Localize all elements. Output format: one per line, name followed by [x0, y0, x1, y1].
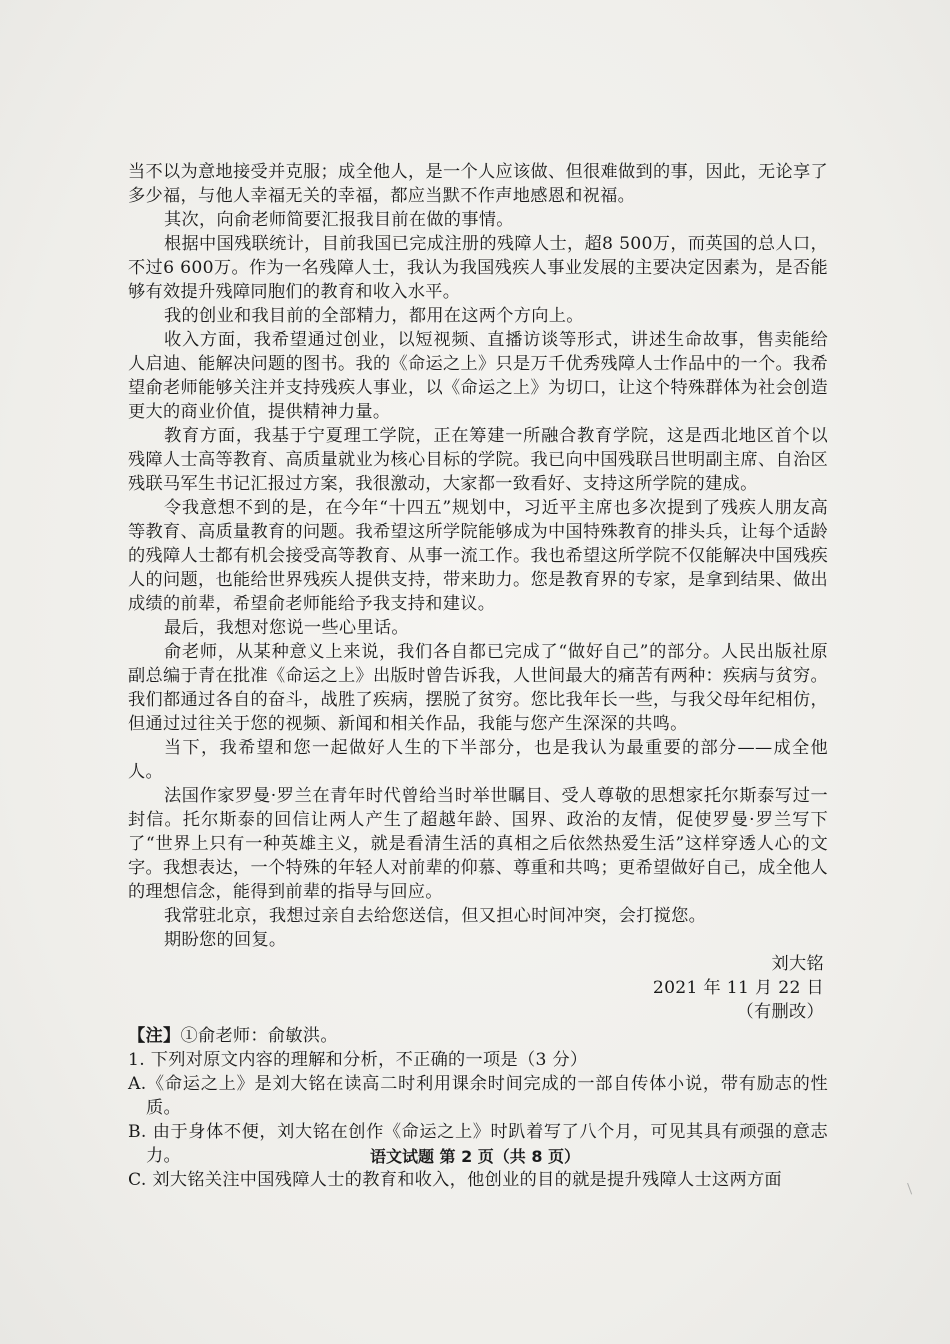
- paragraph: 令我意想不到的是，在今年“十四五”规划中，习近平主席也多次提到了残疾人朋友高等教育、高质量教育的问题。我希望这所学院能够成为中国特殊教育的排头兵，让每个适龄的残障人士都有机会接受高等教育、从事一流工作。我也希望这所学院不仅能解决中国残疾人的问题，也能给世界残疾人提供支持，带来助力。您是教育界的专家，是拿到结果、做出成绩的前辈，希望俞老师能给予我支持和建议。: [128, 498, 828, 614]
- paragraph: 其次，向俞老师简要汇报我目前在做的事情。: [164, 210, 514, 230]
- paragraph: 我的创业和我目前的全部精力，都用在这两个方向上。: [164, 306, 584, 326]
- question-stem: 1. 下列对原文内容的理解和分析，不正确的一项是（3 分）: [128, 1050, 588, 1070]
- paragraph: 期盼您的回复。: [164, 930, 287, 950]
- page-footer: 语文试题 第 2 页（共 8 页）: [369, 1147, 581, 1166]
- signature-name: 刘大铭: [771, 954, 824, 974]
- letter-body: [128, 160, 828, 1192]
- question-option-c: C. 刘大铭关注中国残障人士的教育和收入，他创业的目的就是提升残障人士这两方面: [128, 1170, 782, 1190]
- paragraph: 教育方面，我基于宁夏理工学院，正在筹建一所融合教育学院，这是西北地区首个以残障人士高等教育、高质量就业为核心目标的学院。我已向中国残联吕世明副主席、自治区残联马军生书记汇报过方案，我很激动，大家都一致看好、支持这所学院的建成。: [128, 426, 828, 494]
- paragraph: 法国作家罗曼·罗兰在青年时代曾给当时举世瞩目、受人尊敬的思想家托尔斯泰写过一封信。托尔斯泰的回信让两人产生了超越年龄、国界、政治的友情，促使罗曼·罗兰写下了“世界上只有一种英雄主义，就是看清生活的真相之后依然热爱生活”这样穿透人心的文字。我想表达，一个特殊的年轻人对前辈的仰慕、尊重和共鸣；更希望做好自己，成全他人的理想信念，能得到前辈的指导与回应。: [128, 786, 828, 902]
- footnote-text: ①俞老师：俞敏洪。: [180, 1026, 338, 1046]
- paragraph: 根据中国残联统计，目前我国已完成注册的残障人士，超8 500万，而英国的总人口，不过6 600万。作为一名残障人士，我认为我国残疾人事业发展的主要决定因素为，是否能够有效提升残障同胞们的教育和收入水平。: [128, 234, 828, 302]
- signature-date: 2021 年 11 月 22 日: [652, 978, 824, 998]
- paragraph: 俞老师，从某种意义上来说，我们各自都已完成了“做好自己”的部分。人民出版社原副总编于青在批准《命运之上》出版时曾告诉我，人世间最大的痛苦有两种：疾病与贫穷。我们都通过各自的奋斗，战胜了疾病，摆脱了贫穷。您比我年长一些，与我父母年纪相仿，但通过过往关于您的视频、新闻和相关作品，我能与您产生深深的共鸣。: [128, 642, 828, 734]
- paragraph: 当下，我希望和您一起做好人生的下半部分，也是我认为最重要的部分——成全他人。: [128, 738, 828, 782]
- paragraph: 我常驻北京，我想过亲自去给您送信，但又担心时间冲突，会打搅您。: [164, 906, 707, 926]
- footnote-label: 【注】: [128, 1026, 181, 1046]
- edit-note: （有删改）: [736, 1002, 824, 1022]
- footnote: [128, 1024, 828, 1048]
- paragraph: 最后，我想对您说一些心里话。: [164, 618, 409, 638]
- scan-mark: [907, 1182, 916, 1195]
- paragraph: 收入方面，我希望通过创业，以短视频、直播访谈等形式，讲述生命故事，售卖能给人启迪、能解决问题的图书。我的《命运之上》只是万千优秀残障人士作品中的一个。我希望俞老师能够关注并支持残疾人事业，以《命运之上》为切口，让这个特殊群体为社会创造更大的商业价值，提供精神力量。: [128, 330, 828, 422]
- question-option-b: B. 由于身体不便，刘大铭在创作《命运之上》时趴着写了八个月，可见其具有顽强的意志力。: [128, 1122, 828, 1166]
- paragraph: 当不以为意地接受并克服；成全他人，是一个人应该做、但很难做到的事，因此，无论享了多少福，与他人幸福无关的幸福，都应当默不作声地感恩和祝福。: [128, 162, 828, 206]
- question-option-a: A.《命运之上》是刘大铭在读高二时利用课余时间完成的一部自传体小说，带有励志的性质。: [128, 1074, 828, 1118]
